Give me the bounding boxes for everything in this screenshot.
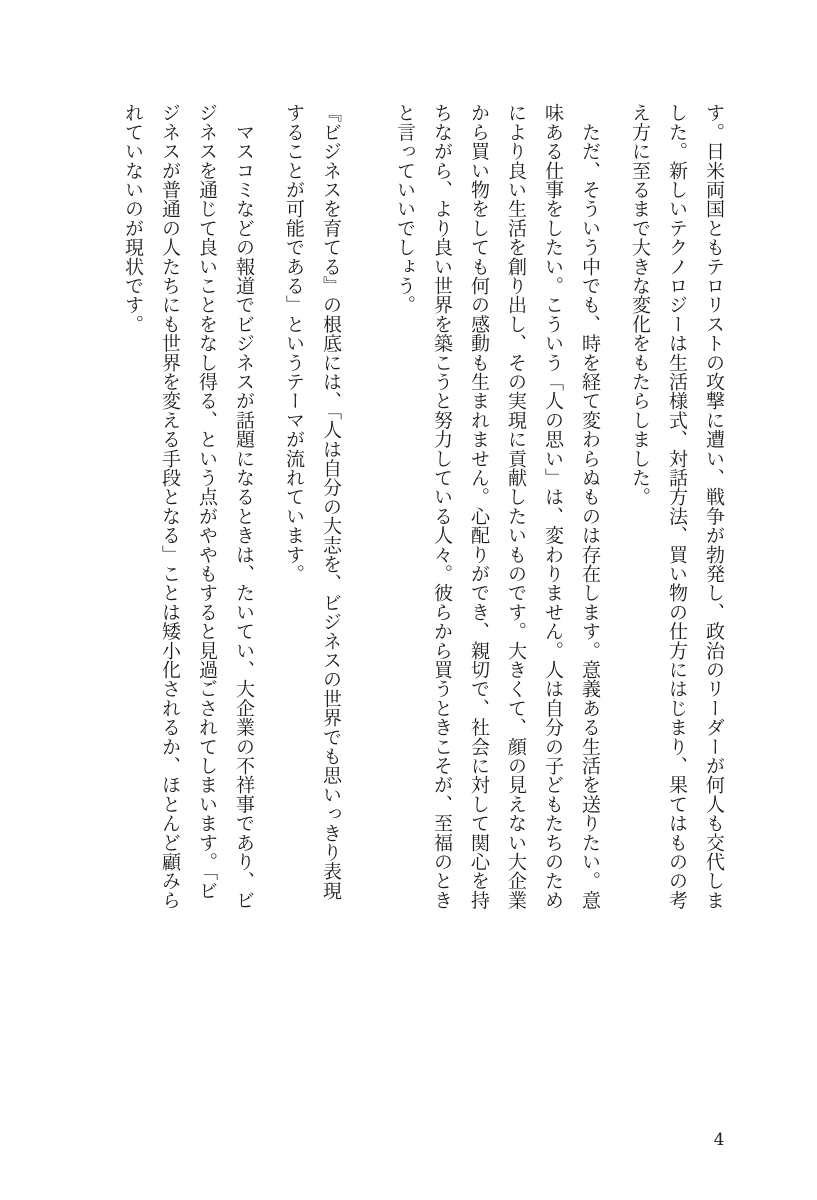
text-column: ジネスを通じて良いことをなし得る、という点がややもすると見過ごされてしまいます。「ビ <box>196 103 218 900</box>
text-column: と言っていいでしょう。 <box>394 103 416 315</box>
text-column: 味ある仕事をしたい。こういう「人の思い」は、変わりません。人は自分の子どもたちのため <box>542 103 564 910</box>
text-column: マスコミなどの報道でビジネスが話題になるときは、たいてい、大企業の不祥事であり、ビ <box>233 103 255 910</box>
page-text-block <box>114 103 732 915</box>
text-column: 『ビジネスを育てる』の根底には、「人は自分の大志を、ビジネスの世界でも思いっきり表現 <box>320 103 342 900</box>
paragraph-1 <box>621 103 732 915</box>
text-column: から買い物をしても何の感動も生まれません。心配りができ、親切で、社会に対して関心を持 <box>468 103 490 910</box>
text-column: した。新しいテクノロジーは生活様式、対話方法、買い物の仕方にはじまり、果てはものの考 <box>666 103 688 910</box>
text-column: え方に至るまで大きな変化をもたらしました。 <box>629 103 651 507</box>
text-column: ただ、そういう中でも、時を経て変わらぬものは存在します。意義ある生活を送りたい。意 <box>579 103 601 910</box>
text-column: す。日米両国ともテロリストの攻撃に遭い、戦争が勃発し、政治のリーダーが何人も交代しま <box>703 103 725 910</box>
text-column: ちながら、より良い世界を築こうと努力している人々。彼らから買うときこそが、至福のとき <box>431 103 453 910</box>
text-column: れていないのが現状です。 <box>122 103 144 334</box>
paragraph-3 <box>275 103 349 915</box>
text-column: ジネスが普通の人たちにも世界を変える手段となる」ことは矮小化されるか、ほとんど顧みら <box>159 103 181 910</box>
page-number: 4 <box>713 1130 725 1150</box>
text-column: により良い生活を創り出し、その実現に貢献したいものです。大きくて、顔の見えない大企業 <box>505 103 527 910</box>
text-column: することが可能である」というテーマが流れています。 <box>283 103 305 583</box>
paragraph-2 <box>386 103 608 915</box>
paragraph-4 <box>114 103 262 915</box>
